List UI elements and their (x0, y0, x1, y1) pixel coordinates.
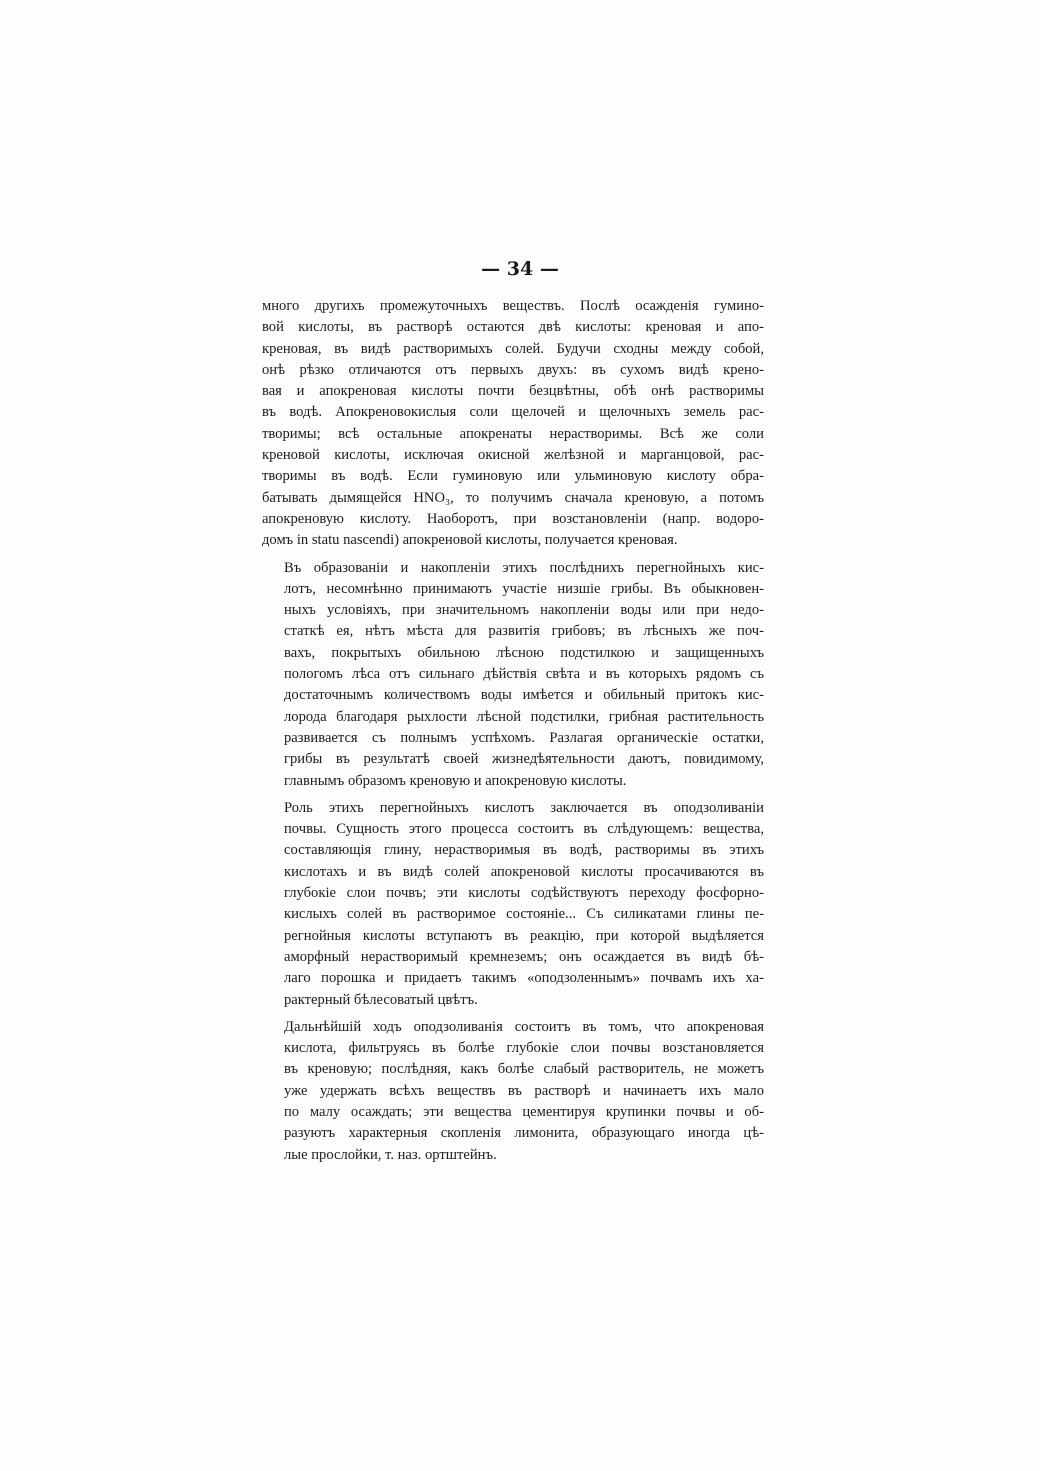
text-line: Въ образованіи и накопленіи этихъ послѣднихъ перегнойныхъ кис- (284, 559, 764, 576)
text-line: креновой кислоты, исключая окисной желѣзной и марганцовой, рас- (262, 447, 764, 464)
text-line: лотъ, несомнѣнно принимаютъ участіе низшіе грибы. Въ обыкновен- (284, 580, 764, 597)
text-line: домъ in statu nascendi) апокреновой кислоты, получается креновая. (262, 532, 678, 549)
text-line: регнойныя кислоты вступаютъ въ реакцію, при которой выдѣляется (284, 927, 764, 944)
text-line: творимы въ водѣ. Если гуминовую или ульминовую кислоту обра- (262, 468, 764, 485)
text-line: лорода благодаря рыхлости лѣсной подстилки, грибная растительность (284, 708, 764, 725)
text-line: развивается съ полнымъ успѣхомъ. Разлагая органическіе остатки, (284, 729, 764, 746)
text-line: почвы. Сущность этого процесса состоитъ въ слѣдующемъ: вещества, (284, 821, 764, 838)
text-line: Роль этихъ перегнойныхъ кислотъ заключается въ оподзоливаніи (284, 799, 764, 816)
paragraph-2 (262, 558, 764, 792)
text-line: ныхъ условіяхъ, при значительномъ накопленіи воды или при недо- (284, 602, 764, 619)
text-line: аморфный нерастворимый кремнеземъ; онъ осаждается въ видѣ бѣ- (284, 948, 764, 965)
paragraph-4 (262, 1017, 764, 1166)
text-line: глубокіе слои почвъ; эти кислоты содѣйствуютъ переходу фосфорно- (284, 885, 764, 902)
text-line: по малу осаждать; эти вещества цементируя крупинки почвы и об- (284, 1103, 764, 1120)
text-line: онѣ рѣзко отличаются отъ первыхъ двухъ: въ сухомъ видѣ крено- (262, 361, 764, 378)
text-line: статкѣ ея, нѣтъ мѣста для развитія грибовъ; въ лѣсныхъ же поч- (284, 623, 764, 640)
text-line: уже удержать всѣхъ веществъ въ растворѣ и начинаетъ ихъ мало (284, 1082, 764, 1099)
text-line: кислотахъ и въ видѣ солей апокреновой кислоты просачиваются въ (284, 863, 764, 880)
text-line: лаго порошка и придаетъ такимъ «оподзоленнымъ» почвамъ ихъ ха- (284, 970, 764, 987)
text-line: рактерный бѣлесоватый цвѣтъ. (284, 991, 478, 1008)
text-line: составляющія глину, нерастворимыя въ водѣ, растворимы въ этихъ (284, 842, 764, 859)
text-line: креновая, въ видѣ растворимыхъ солей. Будучи сходны между собой, (262, 340, 764, 357)
text-line: вая и апокреновая кислоты почти безцвѣтны, обѣ онѣ растворимы (262, 383, 764, 400)
text-line: Дальнѣйшій ходъ оподзоливанія состоитъ въ томъ, что апокреновая (284, 1018, 764, 1035)
text-line: апокреновую кислоту. Наоборотъ, при возстановленіи (напр. водоро- (262, 510, 764, 527)
text-line: достаточнымъ количествомъ воды имѣется и обильный притокъ кис- (284, 687, 764, 704)
text-line: въ водѣ. Апокреновокислыя соли щелочей и щелочныхъ земель рас- (262, 404, 764, 421)
text-line: вахъ, покрытыхъ обильною лѣсною подстилкою и защищенныхъ (284, 644, 764, 661)
text-line: пологомъ лѣса отъ сильнаго дѣйствія свѣта и въ которыхъ рядомъ съ (284, 666, 764, 683)
text-line: въ креновую; послѣдняя, какъ болѣе слабый растворитель, не можетъ (284, 1061, 764, 1078)
text-line: кислота, фильтруясь въ болѣе глубокіе слои почвы возстановляется (284, 1040, 764, 1057)
text-line: лые прослойки, т. наз. ортштейнъ. (284, 1146, 497, 1163)
page-number: — 34 — (481, 258, 559, 280)
paragraph-3 (262, 798, 764, 1011)
body-text (262, 296, 764, 1172)
text-line: грибы въ результатѣ своей жизнедѣятельности даютъ, повидимому, (284, 751, 764, 768)
text-line: разуютъ характерныя скопленія лимонита, образующаго иногда цѣ- (284, 1125, 764, 1142)
text-line: творимы; всѣ остальные апокренаты нерастворимы. Всѣ же соли (262, 425, 764, 442)
text-line: батывать дымящейся HNO₃, то получимъ сначала креновую, а потомъ (262, 489, 764, 506)
text-line: вой кислоты, въ растворѣ остаются двѣ кислоты: креновая и апо- (262, 319, 764, 336)
text-line: главнымъ образомъ креновую и апокреновую кислоты. (284, 772, 627, 789)
text-line: много другихъ промежуточныхъ веществъ. Послѣ осажденія гумино- (262, 298, 764, 314)
paragraph-1 (262, 296, 764, 552)
text-line: кислыхъ солей въ растворимое состояніе... Съ силикатами глины пе- (284, 906, 764, 923)
